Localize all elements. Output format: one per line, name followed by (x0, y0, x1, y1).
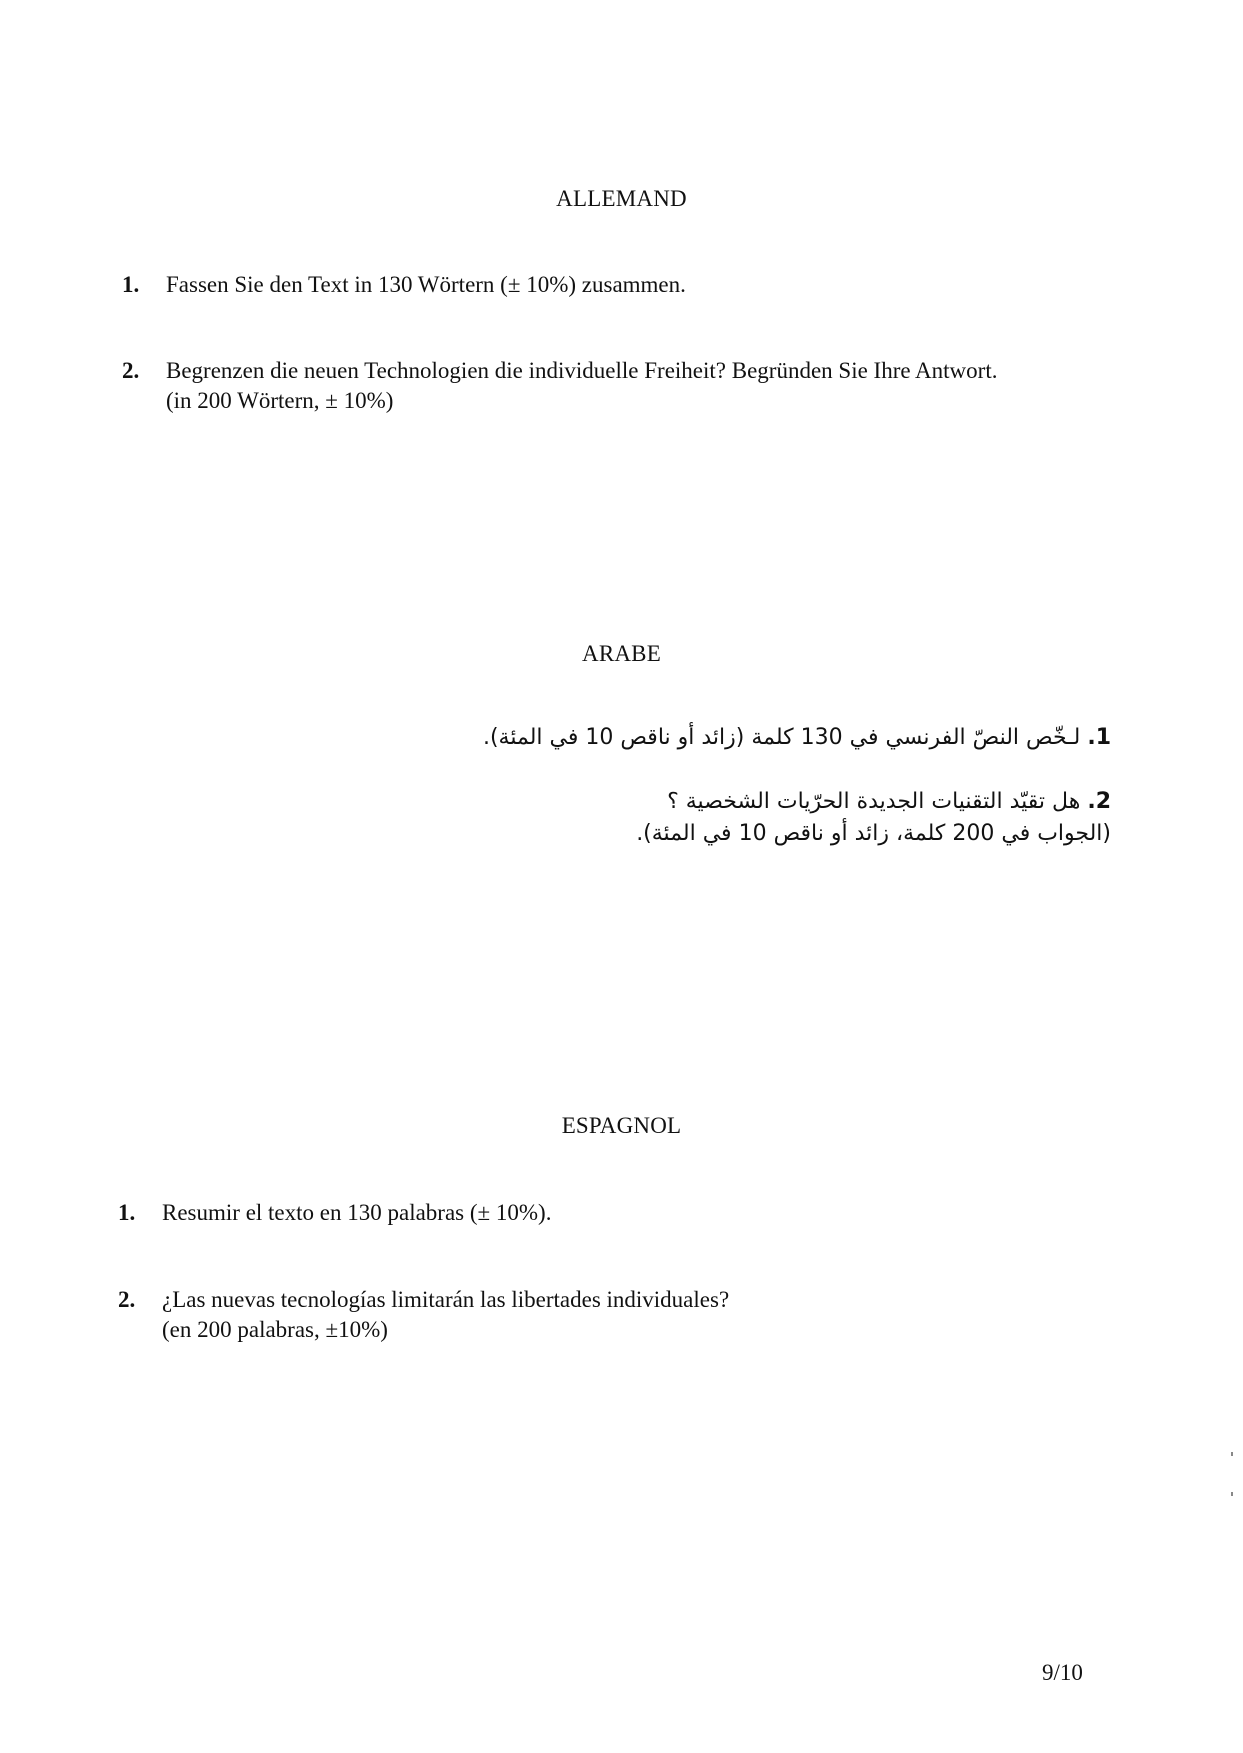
espagnol-question-2 (118, 1285, 1118, 1345)
question-text: Fassen Sie den Text in 130 Wörtern (± 10%) zusammen. (166, 272, 686, 297)
question-line-2: (in 200 Wörtern, ± 10%) (166, 388, 394, 413)
allemand-question-1 (122, 270, 1122, 300)
question-number: 1. (1087, 725, 1111, 750)
section-title-espagnol: ESPAGNOL (561, 1113, 682, 1138)
arabe-question-1 (483, 722, 1111, 754)
scan-mark (1231, 1452, 1233, 1456)
question-line-2: (الجواب في 200 كلمة، زائد أو ناقص 10 في المئة). (636, 821, 1111, 846)
question-line-2: (en 200 palabras, ±10%) (162, 1317, 388, 1342)
question-number: 2. (118, 1287, 136, 1312)
question-text (166, 356, 997, 416)
scan-mark (1231, 1492, 1233, 1496)
question-line-1: هل تقيّد التقنيات الجديدة الحرّيات الشخصية ؟ (667, 789, 1081, 814)
question-text: Resumir el texto en 130 palabras (± 10%). (162, 1200, 552, 1225)
question-text: لـخّص النصّ الفرنسي في 130 كلمة (زائد أو ناقص 10 في المئة). (482, 725, 1081, 750)
section-title-arabe: ARABE (582, 641, 661, 666)
question-number: 2. (1087, 789, 1111, 814)
question-number: 1. (118, 1200, 136, 1225)
arabe-question-2 (636, 786, 1111, 850)
question-number: 1. (122, 272, 140, 297)
section-title-allemand: ALLEMAND (556, 186, 687, 211)
allemand-question-2 (122, 356, 1122, 416)
question-line-1: ¿Las nuevas tecnologías limitarán las libertades individuales? (162, 1287, 730, 1312)
page-number: 9/10 (1042, 1660, 1083, 1685)
espagnol-question-1 (118, 1198, 1118, 1228)
question-text (162, 1285, 729, 1345)
question-line-1: Begrenzen die neuen Technologien die individuelle Freiheit? Begründen Sie Ihre Antwort. (166, 358, 998, 383)
question-number: 2. (122, 358, 140, 383)
